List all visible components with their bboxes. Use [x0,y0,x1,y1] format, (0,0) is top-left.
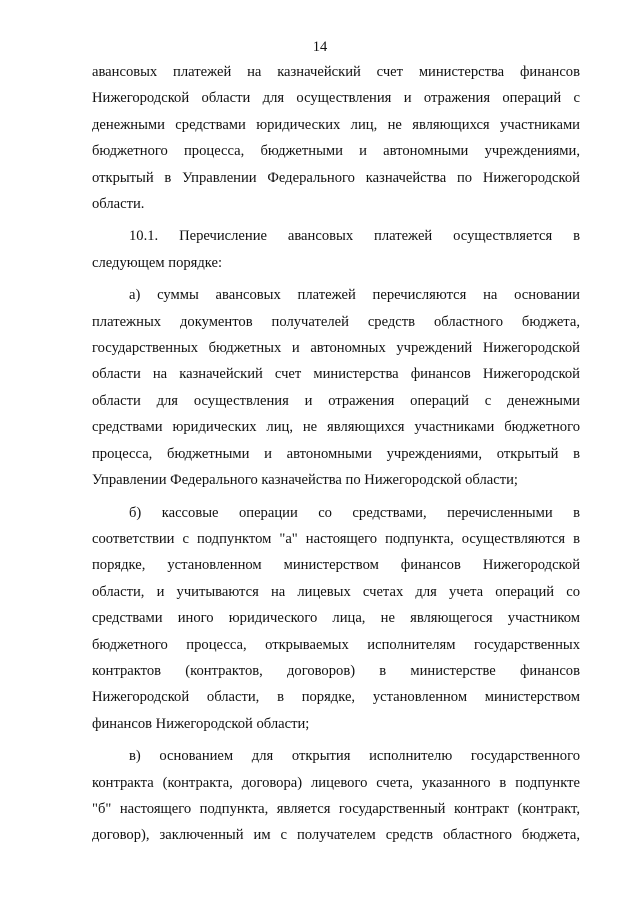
text-line: государственных бюджетных и автономных учреждений Нижегородской [92,340,580,357]
page-number: 14 [312,39,328,55]
text-line: процесса, бюджетными и автономными учреждениями, открытый в [92,445,580,462]
text-line: денежными средствами юридических лиц, не являющихся участниками [92,116,580,133]
text-line: открытый в Управлении Федерального казначейства по Нижегородской [92,169,580,186]
text-line: контракта (контракта, договора) лицевого счета, указанного в подпункте [92,774,580,791]
text-line: области для осуществления и отражения операций с денежными [92,392,580,409]
paragraph-subitem-a [92,282,580,493]
document-body [92,59,580,849]
text-line: б) кассовые операции со средствами, перечисленными в [129,504,580,521]
text-line: бюджетного процесса, открываемых исполнителям государственных [92,636,580,653]
text-line: средствами иного юридического лица, не являющегося участником [92,610,580,627]
paragraph-10-1 [92,223,580,276]
text-line: порядке, установленном министерством финансов Нижегородской [92,557,580,574]
text-line: следующем порядке: [92,254,223,271]
text-line: бюджетного процесса, бюджетными и автономными учреждениями, [92,143,580,160]
paragraph-subitem-v [92,743,580,849]
text-line: "б" настоящего подпункта, является государственный контракт (контракт, [92,800,580,817]
text-line: финансов Нижегородской области; [92,715,310,732]
text-line: 10.1. Перечисление авансовых платежей осуществляется в [129,228,580,245]
text-line: а) суммы авансовых платежей перечисляются на основании [129,287,580,304]
paragraph-subitem-b [92,500,580,738]
text-line: области на казначейский счет министерства финансов Нижегородской [92,366,580,383]
text-line: соответствии с подпунктом "а" настоящего подпункта, осуществляются в [92,530,580,547]
text-line: в) основанием для открытия исполнителю государственного [129,748,580,765]
text-line: Нижегородской области, в порядке, установленном министерством [92,689,580,706]
text-line: области. [92,196,145,213]
text-line: средствами юридических лиц, не являющихся участниками бюджетного [92,419,580,436]
text-line: договор), заключенный им с получателем средств областного бюджета, [92,827,580,844]
text-line: Управлении Федерального казначейства по Нижегородской области; [92,472,518,489]
text-line: Нижегородской области для осуществления и отражения операций с [92,90,580,107]
text-line: авансовых платежей на казначейский счет министерства финансов [92,64,580,80]
text-line: области, и учитываются на лицевых счетах для учета операций со [92,583,580,600]
text-line: контрактов (контрактов, договоров) в министерстве финансов [92,662,580,679]
text-line: платежных документов получателей средств областного бюджета, [92,313,580,330]
paragraph-intro [92,59,580,217]
